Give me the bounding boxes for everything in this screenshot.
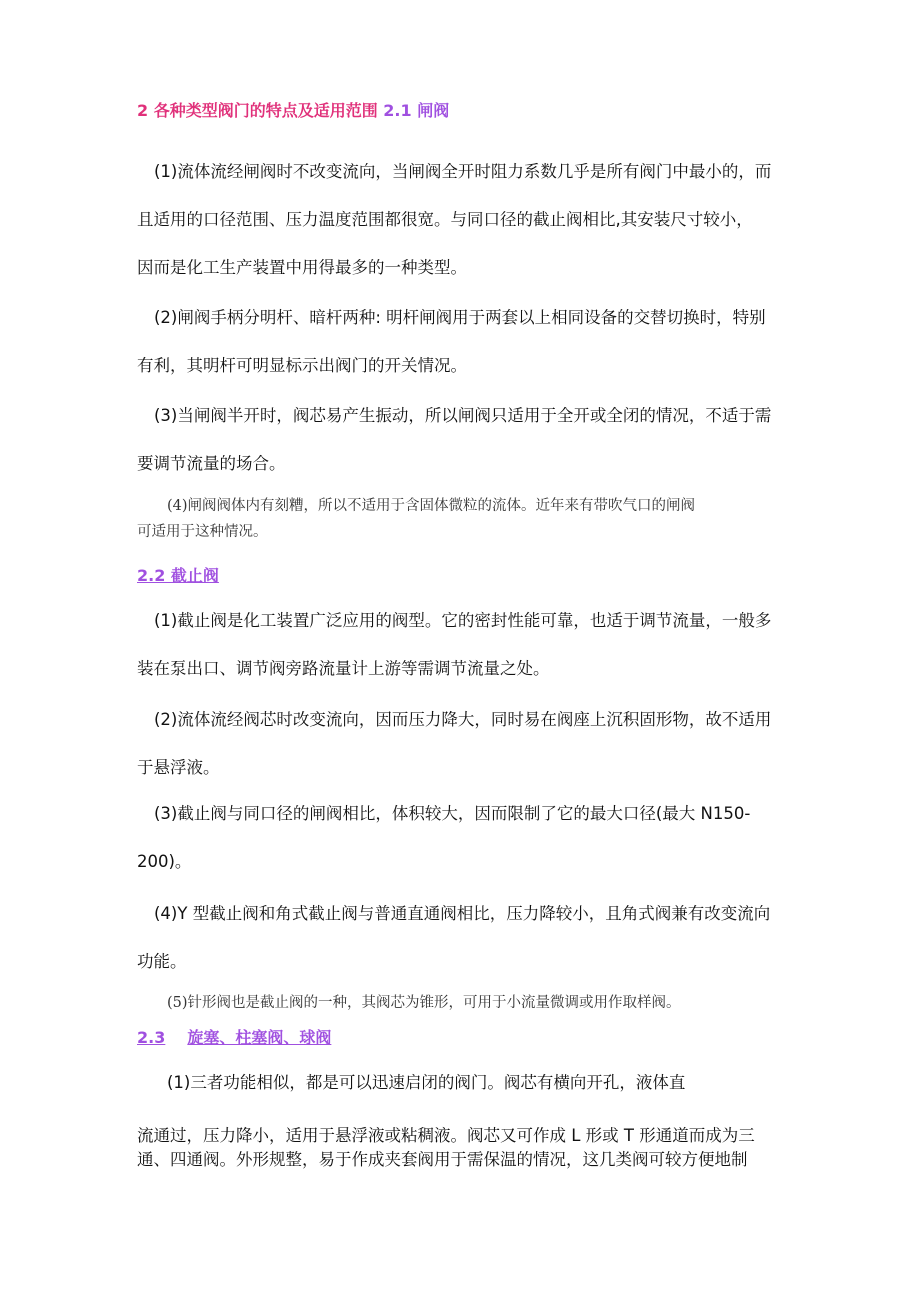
text-line: 流通过，压力降小，适用于悬浮液或粘稠液。阀芯又可作成 L 形或 T 形通道而成为三: [137, 1126, 755, 1145]
section-2-1-heading: 2.1 闸阀: [383, 101, 450, 120]
text-line: (4)闸阀阀体内有刻糟，所以不适用于含固体微粒的流体。近年来有带吹气口的闸阀: [167, 498, 696, 514]
text-line: (3)截止阀与同口径的闸阀相比，体积较大，因而限制了它的最大口径(最大 N150-: [154, 804, 751, 823]
paragraph-globe-5: [137, 990, 797, 1016]
section-2-2-heading: [137, 566, 219, 586]
text-line: 装在泵出口、调节阀旁路流量计上游等需调节流量之处。: [137, 659, 550, 678]
paragraph-globe-1: [137, 597, 797, 693]
paragraph-plug-1-first: [137, 1071, 817, 1095]
paragraph-gate-1: [137, 148, 797, 292]
paragraph-globe-4: [137, 890, 797, 986]
section-2-3-title[interactable]: 旋塞、柱塞阀、球阀: [187, 1028, 332, 1047]
paragraph-globe-3: [137, 790, 797, 886]
text-line: 要调节流量的场合。: [137, 454, 286, 473]
main-heading: [137, 101, 449, 121]
text-line: (2)流体流经阀芯时改变流向，因而压力降大，同时易在阀座上沉积固形物，故不适用: [154, 710, 772, 729]
section-2-3-number[interactable]: 2.3: [137, 1028, 166, 1047]
text-line: (1)流体流经闸阀时不改变流向，当闸阀全开时阻力系数几乎是所有阀门中最小的，而: [154, 162, 772, 181]
main-heading-title: 2 各种类型阀门的特点及适用范围: [137, 101, 378, 120]
text-line: 功能。: [137, 952, 187, 971]
section-2-3-heading: [137, 1028, 331, 1048]
text-line: (5)针形阀也是截止阀的一种，其阀芯为锥形，可用于小流量微调或用作取样阀。: [167, 995, 681, 1011]
text-line: 有利，其明杆可明显标示出阀门的开关情况。: [137, 356, 467, 375]
text-line: 因而是化工生产装置中用得最多的一种类型。: [137, 258, 467, 277]
text-line: 通、四通阀。外形规整，易于作成夹套阀用于需保温的情况，这几类阀可较方便地制: [137, 1150, 748, 1169]
text-line: (1)三者功能相似，都是可以迅速启闭的阀门。阀芯有横向开孔，液体直: [167, 1073, 686, 1092]
text-line: (1)截止阀是化工装置广泛应用的阀型。它的密封性能可靠，也适于调节流量，一般多: [154, 611, 772, 630]
paragraph-plug-1-rest: [137, 1124, 817, 1172]
paragraph-globe-2: [137, 696, 797, 792]
text-line: 且适用的口径范围、压力温度范围都很宽。与同口径的截止阀相比,其安装尺寸较小，: [137, 210, 753, 229]
text-line: 可适用于这种情况。: [137, 524, 268, 540]
text-line: 200)。: [137, 852, 192, 871]
paragraph-gate-3: [137, 392, 797, 488]
text-line: (4)Y 型截止阀和角式截止阀与普通直通阀相比，压力降较小，且角式阀兼有改变流向: [154, 904, 771, 923]
section-2-2-link[interactable]: 2.2 截止阀: [137, 566, 219, 585]
text-line: (3)当闸阀半开时，阀芯易产生振动，所以闸阀只适用于全开或全闭的情况，不适于需: [154, 406, 772, 425]
text-line: 于悬浮液。: [137, 758, 220, 777]
paragraph-gate-2: [137, 294, 797, 390]
paragraph-gate-4: [137, 493, 797, 545]
text-line: (2)闸阀手柄分明杆、暗杆两种: 明杆闸阀用于两套以上相同设备的交替切换时，特别: [154, 308, 766, 327]
